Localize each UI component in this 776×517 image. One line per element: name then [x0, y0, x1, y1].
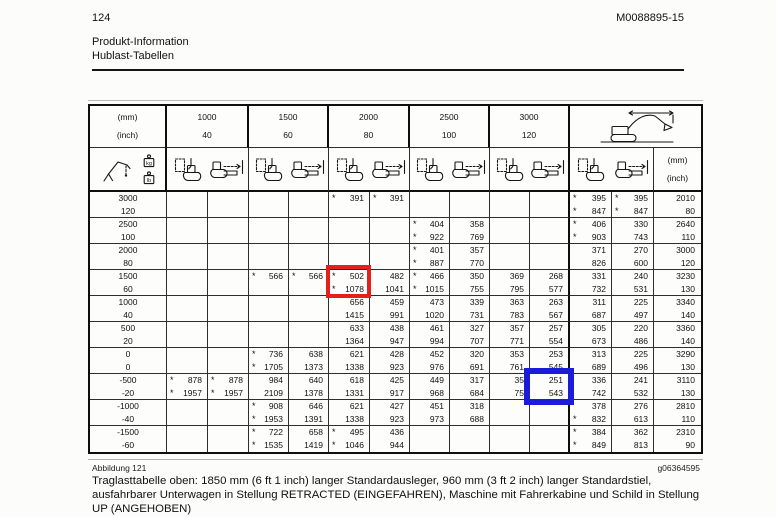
load-value-cell	[530, 218, 570, 244]
load-value-cell: * 878 * 1957	[208, 374, 249, 400]
load-value-cell: 984 2109	[249, 374, 289, 400]
graphic-id: g06364595	[657, 463, 700, 473]
lift-side-icon-cell	[450, 148, 490, 192]
lift-front-icon-cell	[167, 148, 208, 192]
load-value-cell	[530, 426, 570, 452]
reach-value-cell: 3340 140	[654, 296, 701, 322]
lift-over-side-icon	[531, 156, 567, 182]
load-value-cell	[410, 192, 450, 218]
reach-value-cell: 2810 110	[654, 400, 701, 426]
load-value-cell	[450, 192, 490, 218]
reach-value-cell: 3360 140	[654, 322, 701, 348]
lift-over-front-icon	[254, 156, 284, 182]
lift-side-icon-cell	[612, 148, 654, 192]
load-value-cell: 362 813	[612, 426, 654, 452]
row-height-label: -500 -20	[90, 374, 167, 400]
load-value-cell	[490, 426, 530, 452]
load-value-cell	[167, 270, 208, 296]
load-value-cell	[289, 218, 329, 244]
load-value-cell	[167, 348, 208, 374]
load-value-cell	[208, 218, 249, 244]
lift-front-icon-cell	[490, 148, 530, 192]
load-value-cell: 318 688	[450, 400, 490, 426]
svg-text:kg: kg	[146, 160, 152, 167]
load-value-cell: 427 923	[370, 400, 410, 426]
load-value-cell: 263 567	[530, 296, 570, 322]
lift-over-side-icon	[372, 156, 408, 182]
load-value-cell: * 466 * 1015	[410, 270, 450, 296]
row-height-label: 2000 80	[90, 244, 167, 270]
load-value-cell	[208, 426, 249, 452]
load-value-cell: 428 923	[370, 348, 410, 374]
load-value-cell: * 878 * 1957	[167, 374, 208, 400]
row-height-label: 1000 40	[90, 296, 167, 322]
load-value-cell: 317 684	[450, 374, 490, 400]
load-value-cell: 473 1020	[410, 296, 450, 322]
load-value-cell: 436 944	[370, 426, 410, 452]
lift-over-front-icon	[173, 156, 203, 182]
subsection-title: Hublast-Tabellen	[92, 50, 174, 62]
row-height-label: -1000 -40	[90, 400, 167, 426]
load-value-cell: 35 75	[490, 374, 530, 400]
load-value-cell: 371 826	[570, 244, 612, 270]
load-value-cell	[530, 400, 570, 426]
load-value-cell: * 401 * 887	[410, 244, 450, 270]
load-value-cell: 241 532	[612, 374, 654, 400]
table-top-hairline	[88, 100, 703, 101]
load-value-cell: 378 * 832	[570, 400, 612, 426]
load-value-cell	[167, 400, 208, 426]
load-value-cell	[208, 400, 249, 426]
load-value-cell: 339 731	[450, 296, 490, 322]
load-value-cell: 621 1338	[329, 348, 370, 374]
caption-hairline	[88, 459, 703, 460]
load-value-cell: 330 743	[612, 218, 654, 244]
column-group-header-3000: 3000 120	[490, 106, 570, 148]
load-value-cell	[370, 218, 410, 244]
reach-value-cell: 2310 90	[676, 427, 695, 450]
load-value-cell	[329, 218, 370, 244]
load-value-cell: 646 1391	[289, 400, 329, 426]
load-value-cell: 253 545	[530, 348, 570, 374]
load-value-cell	[249, 192, 289, 218]
load-value-cell: * 395 * 847	[570, 192, 612, 218]
unit-header-cell: (mm) (inch)	[90, 106, 167, 148]
load-value-cell	[208, 296, 249, 322]
load-value-cell: 658 1419	[289, 426, 329, 452]
load-value-cell	[208, 270, 249, 296]
reach-value-cell: 2010 80	[654, 192, 701, 218]
load-value-cell	[208, 322, 249, 348]
load-value-cell	[167, 426, 208, 452]
load-value-cell: 313 689	[570, 348, 612, 374]
lift-over-side-icon	[210, 156, 246, 182]
load-value-cell: 358 769	[450, 218, 490, 244]
lift-side-icon-cell	[370, 148, 410, 192]
row-height-label: 1500 60	[90, 270, 167, 296]
lift-over-front-icon	[576, 156, 606, 182]
load-value-cell: 220 486	[612, 322, 654, 348]
page-number: 124	[92, 12, 111, 24]
load-value-cell: * 495 * 1046	[329, 426, 370, 452]
load-value-cell	[530, 192, 570, 218]
load-value-cell	[167, 218, 208, 244]
max-reach-header-cell	[570, 106, 701, 148]
load-value-cell	[450, 426, 490, 452]
load-value-cell	[289, 192, 329, 218]
load-value-cell: 305 673	[570, 322, 612, 348]
load-value-cell: 656 1415	[329, 296, 370, 322]
load-value-cell	[490, 192, 530, 218]
load-value-cell: * 566	[249, 270, 289, 296]
row-height-label: 0 0	[90, 348, 167, 374]
measure-icons-cell	[90, 148, 167, 192]
load-value-cell	[370, 244, 410, 270]
load-value-cell: 461 994	[410, 322, 450, 348]
load-value-cell: 268 577	[530, 270, 570, 296]
load-value-cell	[289, 244, 329, 270]
load-value-cell	[289, 296, 329, 322]
load-value-cell: 438 947	[370, 322, 410, 348]
lb-load-icon	[142, 171, 156, 185]
page-header-row	[92, 12, 684, 24]
row-height-label: 500 20	[90, 322, 167, 348]
load-value-cell	[167, 322, 208, 348]
column-group-header-1000: 1000 40	[167, 106, 249, 148]
load-value-cell	[167, 296, 208, 322]
load-value-cell: 336 742	[570, 374, 612, 400]
load-value-cell: 618 1331	[329, 374, 370, 400]
load-table-grid	[88, 104, 703, 454]
load-value-cell	[490, 244, 530, 270]
caption-text: Traglasttabelle oben: 1850 mm (6 ft 1 inch) langer Standardausleger, 960 mm (3 ft 2 inch) langer Standardstiel, ausfahrbarer Unterwagen in Stellung RETRACTED (EINGEFAHREN), Maschine mit Fahrerkabine und Schild in Stellung UP (ANGEHOBEN)	[92, 475, 700, 516]
reach-unit-cell: (mm) (inch)	[654, 148, 701, 192]
column-group-header-1500: 1500 60	[249, 106, 329, 148]
load-value-cell: 225 496	[612, 348, 654, 374]
lift-front-icon-cell	[329, 148, 370, 192]
load-value-cell	[329, 244, 370, 270]
load-value-cell: 459 991	[370, 296, 410, 322]
lift-side-icon-cell	[289, 148, 329, 192]
load-value-cell: 240 531	[612, 270, 654, 296]
load-value-cell: * 502 * 1078	[329, 270, 370, 296]
load-value-cell	[249, 218, 289, 244]
load-value-cell: * 736 * 1705	[249, 348, 289, 374]
lift-side-icon-cell	[530, 148, 570, 192]
load-value-cell	[208, 348, 249, 374]
load-value-cell: * 391	[370, 192, 410, 218]
load-value-cell: 225 497	[612, 296, 654, 322]
lift-over-front-icon	[335, 156, 365, 182]
lift-front-icon-cell	[249, 148, 289, 192]
boom-height-arrow-icon	[99, 154, 133, 184]
load-value-cell: 449 968	[410, 374, 450, 400]
lift-over-front-icon	[415, 156, 445, 182]
load-value-cell: 331 732	[570, 270, 612, 296]
load-value-cell: 357 771	[490, 322, 530, 348]
load-value-cell: 482 1041	[370, 270, 410, 296]
figure-row	[92, 463, 700, 473]
column-group-header-2000: 2000 80	[329, 106, 410, 148]
kg-load-icon	[142, 154, 156, 168]
load-value-cell: 633 1364	[329, 322, 370, 348]
load-value-cell: 276 613	[612, 400, 654, 426]
load-value-cell: * 384 * 849	[570, 426, 612, 452]
load-value-cell: * 908 * 1953	[249, 400, 289, 426]
svg-text:lb: lb	[146, 177, 152, 184]
reach-value-cell: 3230 130	[654, 270, 701, 296]
load-value-cell: * 395 * 847	[612, 192, 654, 218]
load-value-cell	[208, 192, 249, 218]
load-value-cell	[249, 296, 289, 322]
load-value-cell	[289, 322, 329, 348]
reach-value-cell: 3110 130	[654, 374, 701, 400]
load-value-cell	[530, 244, 570, 270]
load-value-cell: 451 973	[410, 400, 450, 426]
lift-front-icon-cell	[570, 148, 612, 192]
row-height-label: 3000 120	[90, 192, 167, 218]
load-value-cell	[167, 244, 208, 270]
load-value-cell	[167, 192, 208, 218]
load-value-cell: 311 687	[570, 296, 612, 322]
reach-value-cell: 3290 130	[654, 348, 701, 374]
load-value-cell	[410, 426, 450, 452]
load-value-cell: 251 543	[530, 374, 570, 400]
load-value-cell	[208, 244, 249, 270]
row-height-label: -1500 -60	[90, 426, 167, 452]
load-capacity-table	[88, 104, 703, 454]
load-value-cell: 363 783	[490, 296, 530, 322]
lift-side-icon-cell	[208, 148, 249, 192]
load-value-cell	[490, 400, 530, 426]
load-value-cell: 257 554	[530, 322, 570, 348]
lift-over-side-icon	[452, 156, 488, 182]
load-value-cell: 357 770	[450, 244, 490, 270]
lift-over-side-icon	[291, 156, 327, 182]
load-value-cell: * 404 * 922	[410, 218, 450, 244]
load-value-cell: 638 1373	[289, 348, 329, 374]
load-value-cell: 353 761	[490, 348, 530, 374]
row-height-label: 2500 100	[90, 218, 167, 244]
load-value-cell: * 566	[289, 270, 329, 296]
load-value-cell: 327 707	[450, 322, 490, 348]
load-value-cell: 320 691	[450, 348, 490, 374]
load-value-cell	[249, 322, 289, 348]
load-value-cell: 350 755	[450, 270, 490, 296]
lift-front-icon-cell	[410, 148, 450, 192]
reach-value-cell: 2640 110	[654, 218, 701, 244]
load-value-cell: 425 917	[370, 374, 410, 400]
column-group-header-2500: 2500 100	[410, 106, 490, 148]
lift-over-side-icon	[615, 156, 651, 182]
section-title: Produkt-Information	[92, 36, 189, 48]
lift-over-front-icon	[495, 156, 525, 182]
figure-label: Abbildung 121	[92, 463, 147, 473]
load-value-cell: 452 976	[410, 348, 450, 374]
load-value-cell: * 722 * 1535	[249, 426, 289, 452]
load-value-cell: 640 1378	[289, 374, 329, 400]
load-value-cell	[490, 218, 530, 244]
load-value-cell: 369 795	[490, 270, 530, 296]
excavator-max-reach-icon	[595, 109, 677, 145]
load-value-cell: 270 600	[612, 244, 654, 270]
load-value-cell	[249, 244, 289, 270]
doc-id: M0088895-15	[616, 12, 684, 24]
load-value-cell: 621 1338	[329, 400, 370, 426]
reach-value-cell: 3000 120	[654, 244, 701, 270]
load-value-cell: * 406 * 903	[570, 218, 612, 244]
load-value-cell: * 391	[329, 192, 370, 218]
header-rule	[92, 69, 684, 71]
